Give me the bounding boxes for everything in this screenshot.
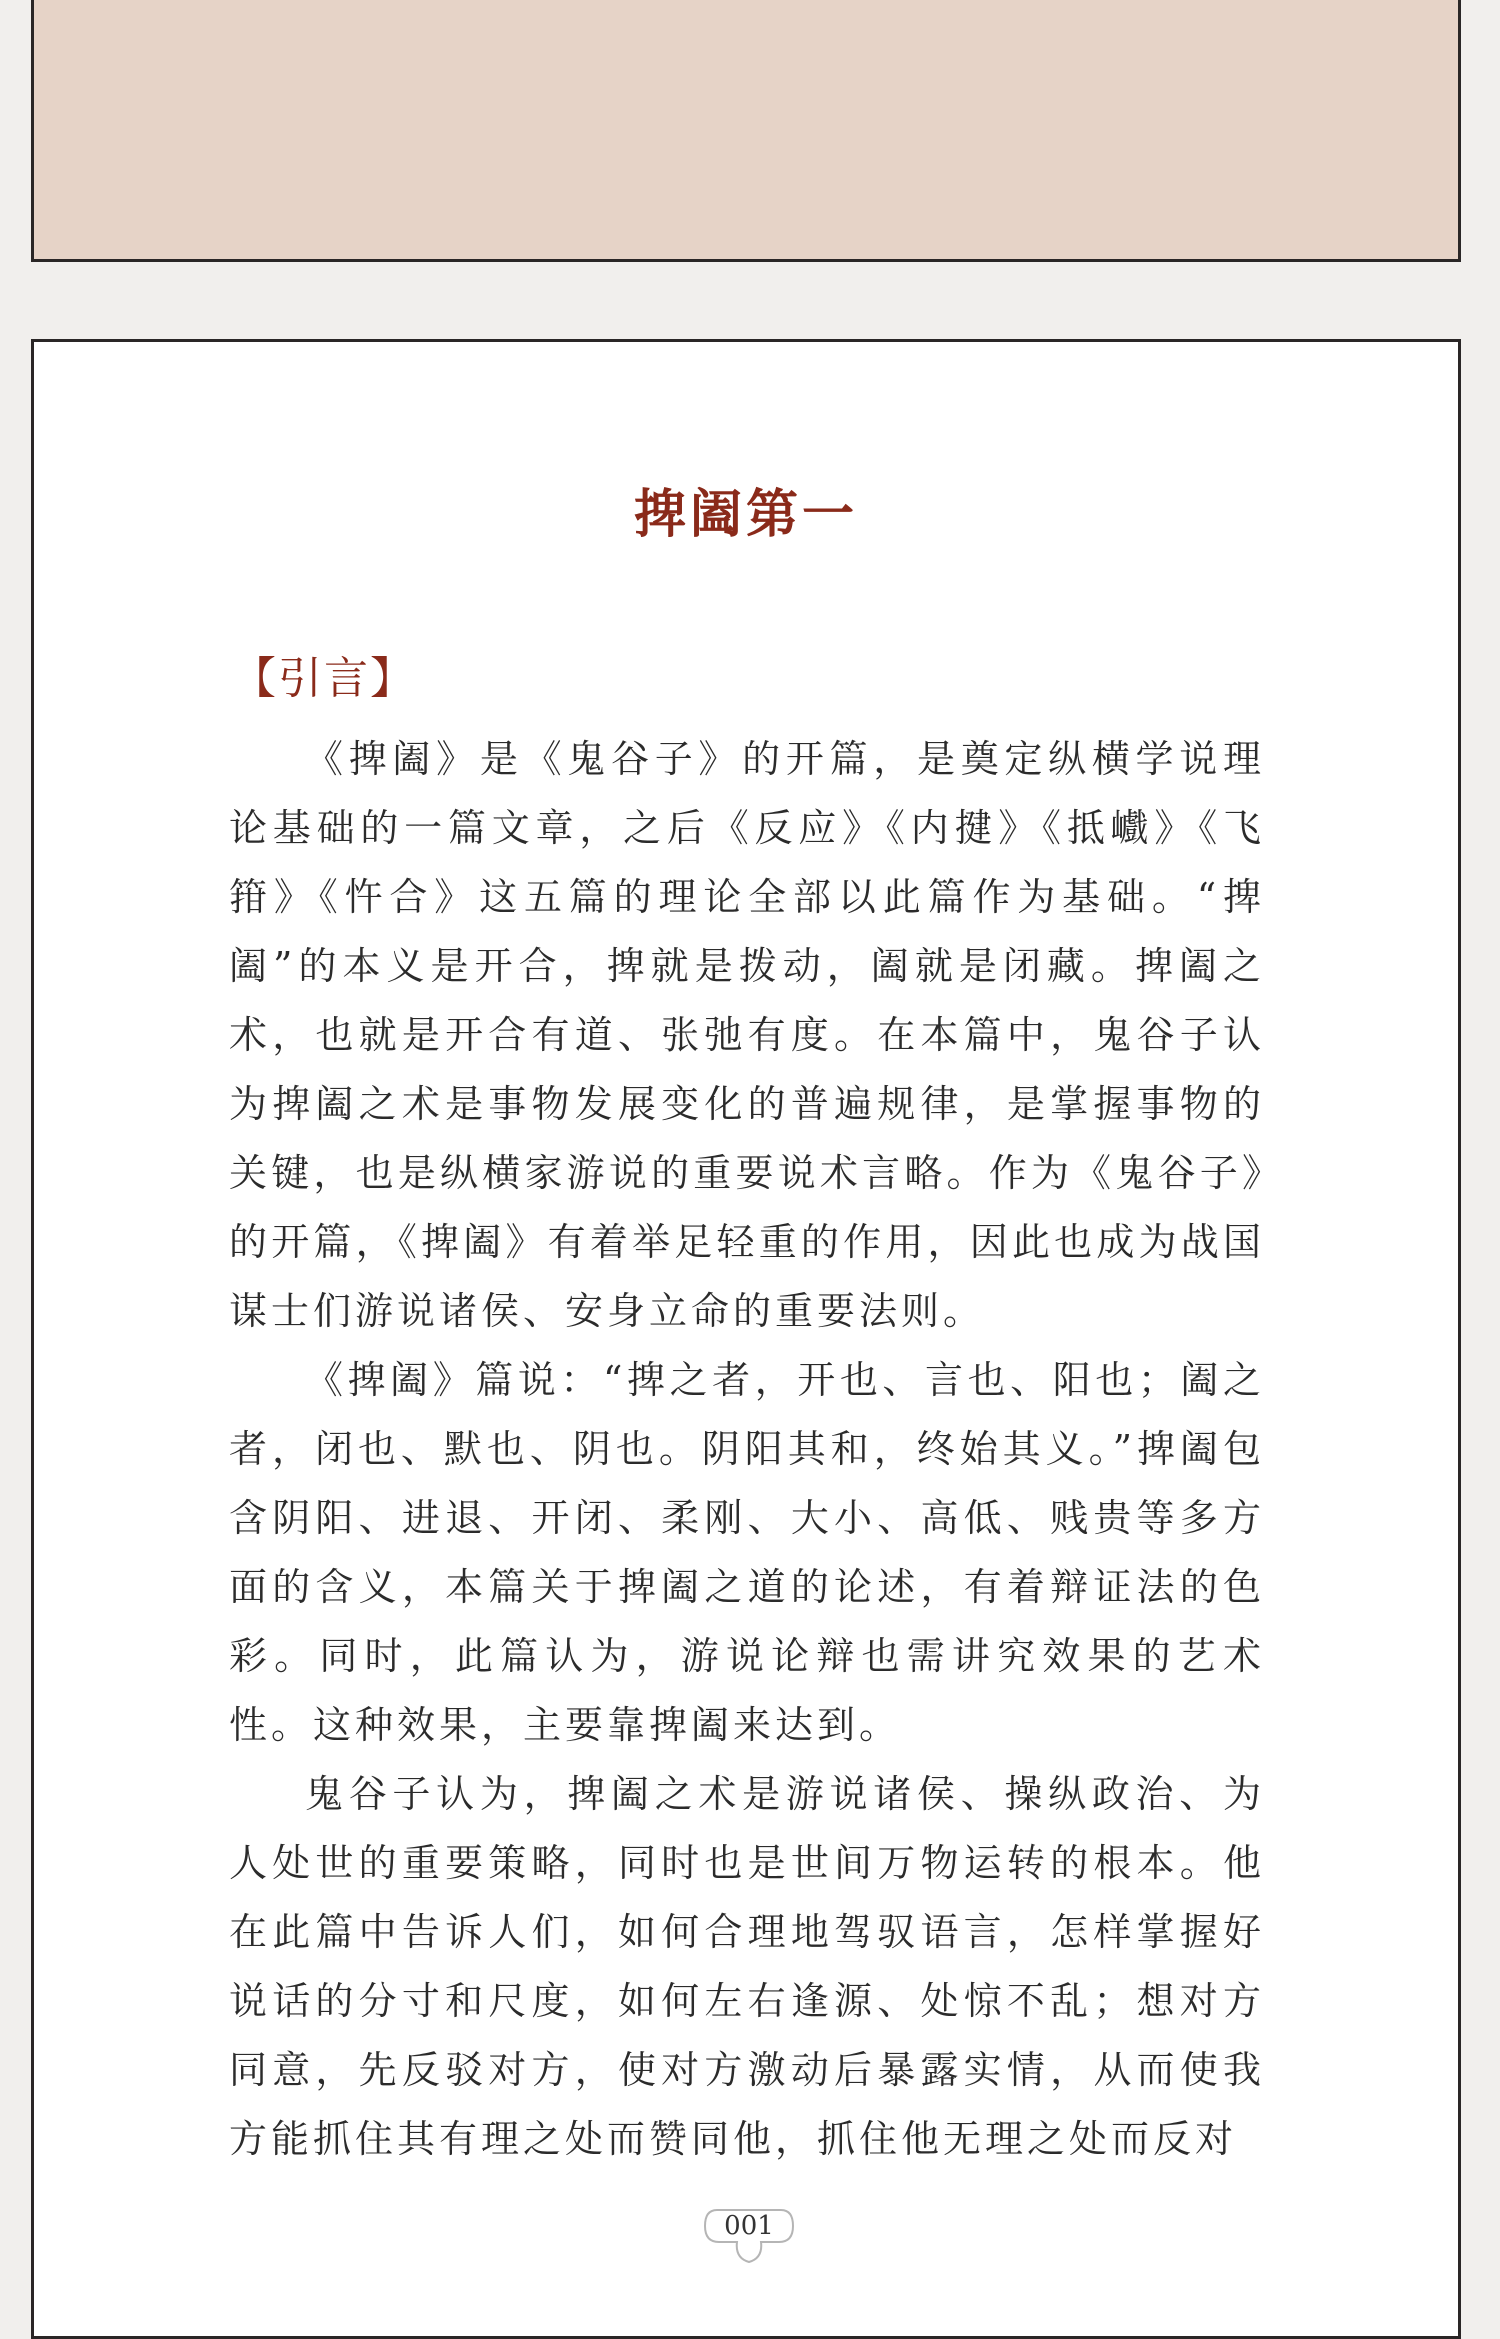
top-decorative-panel [31, 0, 1461, 262]
book-page [31, 339, 1461, 2339]
paragraph-3: 鬼谷子认为，捭阖之术是游说诸侯、操纵政治、为人处世的重要策略，同时也是世间万物运转的根本。他在此篇中告诉人们，如何合理地驾驭语言，怎样掌握好说话的分寸和尺度，如何左右逢源、处惊不乱；想对方同意，先反驳对方，使对方激动后暴露实情，从而使我方能抓住其有理之处而赞同他，抓住他无理之处而反对 [229, 1772, 1265, 2161]
body-text [229, 725, 1265, 2174]
page-number: 001 [724, 2211, 774, 2241]
page-number-ornament [699, 2202, 799, 2272]
chapter-title: 捭阖第一 [633, 484, 858, 545]
paragraph-2: 《捭阖》篇说：“捭之者，开也、言也、阳也；阖之者，闭也、默也、阴也。阴阳其和，终始其义。”捭阖包含阴阳、进退、开闭、柔刚、大小、高低、贱贵等多方面的含义，本篇关于捭阖之道的论述，有着辩证法的色彩。同时，此篇认为，游说论辩也需讲究效果的艺术性。这种效果，主要靠捭阖来达到。 [229, 1358, 1265, 1747]
section-heading: 【引言】 [232, 653, 416, 704]
paragraph-1: 《捭阖》是《鬼谷子》的开篇，是奠定纵横学说理论基础的一篇文章，之后《反应》《内揵》《抵巇》《飞箝》《忤合》这五篇的理论全部以此篇作为基础。“捭阖”的本义是开合，捭就是拨动，阖就是闭藏。捭阖之术，也就是开合有道、张弛有度。在本篇中，鬼谷子认为捭阖之术是事物发展变化的普遍规律，是掌握事物的关键，也是纵横家游说的重要说术言略。作为《鬼谷子》的开篇，《捭阖》有着举足轻重的作用，因此也成为战国谋士们游说诸侯、安身立命的重要法则。 [229, 737, 1265, 1333]
